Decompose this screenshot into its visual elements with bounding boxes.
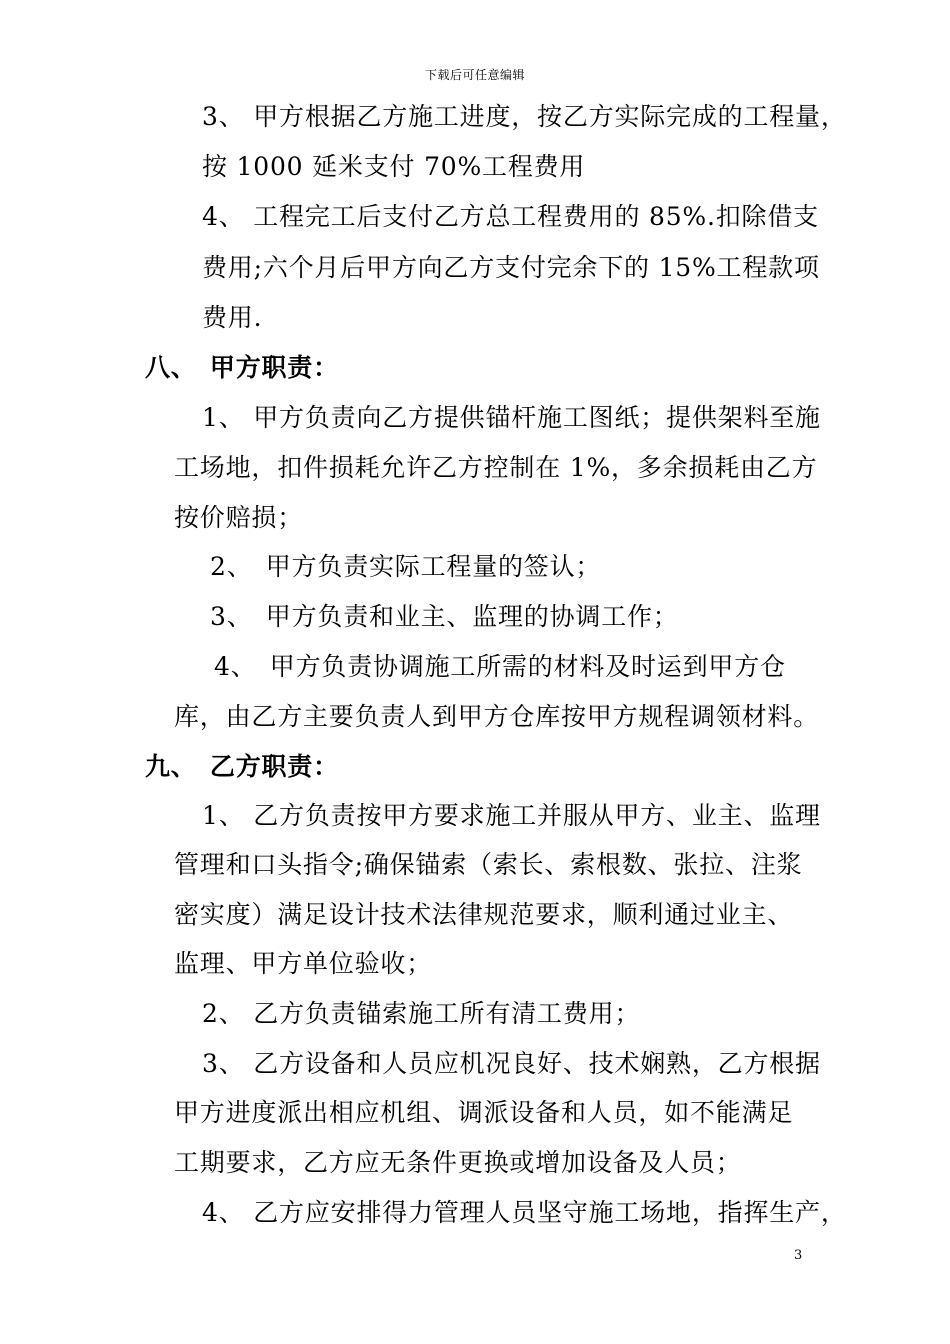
section-8-heading: 八、 甲方职责： [145, 353, 339, 382]
clause-7-3-line-2: 按 1000 延米支付 70%工程费用 [202, 152, 586, 181]
page-header-note: 下载后可任意编辑 [424, 68, 525, 82]
clause-9-3-line-1: 3、 乙方设备和人员应机况良好、技术娴熟，乙方根据 [202, 1049, 821, 1078]
clause-9-3-line-2: 甲方进度派出相应机组、调派设备和人员，如不能满足 [174, 1098, 794, 1127]
clause-8-1-line-2: 工场地，扣件损耗允许乙方控制在 1%，多余损耗由乙方 [174, 453, 818, 482]
clause-8-4-line-1: 4、 甲方负责协调施工所需的材料及时运到甲方仓 [214, 652, 786, 681]
clause-9-4-line-1: 4、 乙方应安排得力管理人员坚守施工场地，指挥生产， [202, 1198, 847, 1227]
clause-9-1-line-4: 监理、甲方单位验收； [174, 949, 433, 978]
section-9-heading: 九、 乙方职责： [145, 752, 339, 781]
page-number: 3 [794, 1248, 803, 1263]
clause-7-4-line-2: 费用;六个月后甲方向乙方支付完余下的 15%工程款项 [202, 253, 820, 282]
clause-9-1-line-3: 密实度）满足设计技术法律规范要求，顺利通过业主、 [174, 900, 794, 929]
clause-7-4-line-3: 费用. [202, 303, 263, 332]
clause-9-2: 2、 乙方负责锚索施工所有清工费用； [202, 999, 641, 1028]
clause-7-4-line-1: 4、 工程完工后支付乙方总工程费用的 85%.扣除借支 [202, 202, 819, 231]
clause-8-4-line-2: 库，由乙方主要负责人到甲方仓库按甲方规程调领材料。 [174, 702, 820, 731]
clause-7-3-line-1: 3、 甲方根据乙方施工进度，按乙方实际完成的工程量， [202, 102, 847, 131]
clause-9-1-line-1: 1、 乙方负责按甲方要求施工并服从甲方、业主、监理 [202, 801, 821, 830]
clause-8-1-line-1: 1、 甲方负责向乙方提供锚杆施工图纸；提供架料至施 [202, 403, 821, 432]
clause-9-3-line-3: 工期要求，乙方应无条件更换或增加设备及人员； [174, 1148, 742, 1177]
clause-8-2: 2、 甲方负责实际工程量的签认； [210, 552, 602, 581]
clause-8-3: 3、 甲方负责和业主、监理的协调工作； [210, 602, 679, 631]
clause-8-1-line-3: 按价赔损； [174, 503, 304, 532]
clause-9-1-line-2: 管理和口头指令;确保锚索（索长、索根数、张拉、注浆 [174, 850, 803, 879]
